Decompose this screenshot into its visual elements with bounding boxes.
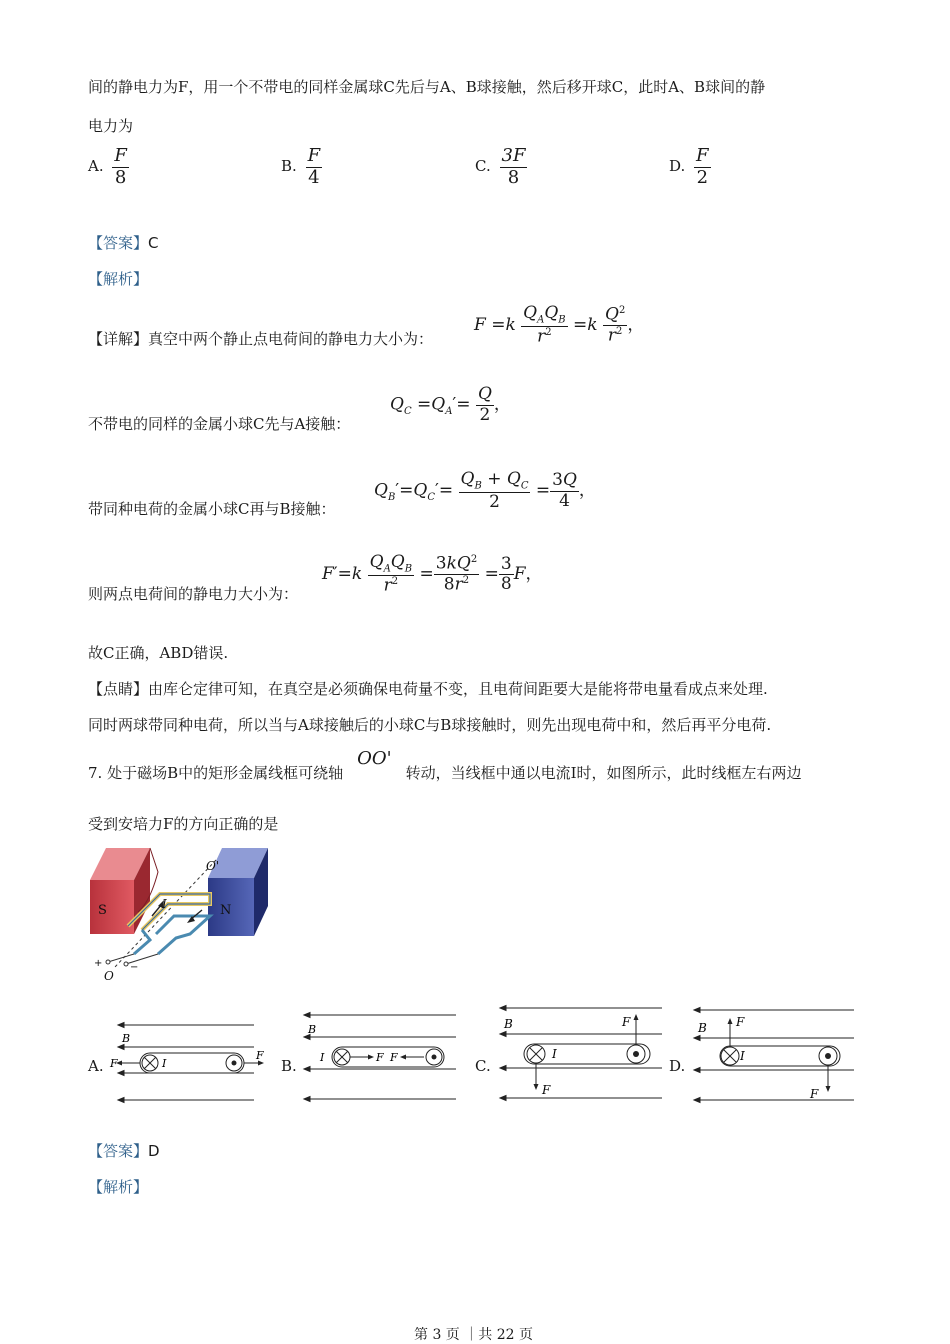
force-label-left: F (110, 1057, 118, 1070)
step1-formula: $Q_C =Q_A'=$ $\frac{Q}{2}$ ， (390, 384, 511, 425)
option-denominator: 4 (306, 167, 323, 189)
q7-stem-line2: 受到安培力F的方向正确的是 (88, 815, 279, 833)
o-prime-label: O' (206, 859, 220, 873)
page-footer: 第 3 页 ｜共 22 页 (414, 1327, 533, 1343)
q7-option-d-label: D. (669, 1057, 686, 1075)
q6-stem-line2: 电力为 (88, 117, 134, 135)
q6-step2: 带同种电荷的金属小球C再与B接触： (88, 500, 336, 518)
q7-analysis-tag: 【解析】 (88, 1178, 149, 1196)
q6-analysis-tag: 【解析】 (88, 270, 149, 288)
q6-answer (88, 232, 159, 253)
field-label: B (698, 1021, 707, 1035)
minus-label: − (130, 962, 139, 973)
force-label-up: F (736, 1015, 745, 1029)
q7-option-c-label: C. (475, 1057, 491, 1075)
q7-stem-line1 (88, 748, 802, 783)
option-denominator: 8 (500, 167, 528, 189)
current-label: I (320, 1051, 325, 1064)
q7-option-b-label: B. (281, 1057, 297, 1075)
q6-conclusion: 故C正确，ABD错误. (88, 644, 229, 662)
axis-label: OO' (357, 748, 392, 769)
option-numerator: F (696, 145, 709, 166)
magnet-figure (86, 842, 276, 984)
option-denominator: 8 (112, 167, 129, 189)
plus-label: + (94, 958, 103, 969)
option-label: A. (88, 157, 104, 176)
q7-diagram-d (690, 1002, 860, 1107)
comment-tag: 【点睛】 (88, 680, 149, 698)
option-numerator: F (114, 145, 127, 166)
q6-comment-line2: 同时两球带同种电荷，所以当与A球接触后的小球C与B球接触时，则先出现电荷中和，然后再平分电荷. (88, 716, 772, 734)
current-label: I (162, 1057, 167, 1070)
q7-diagram-b (298, 1005, 458, 1105)
q7-stem-a: 7. 处于磁场B中的矩形金属线框可绕轴 (88, 764, 344, 782)
answer-value: D (148, 1142, 160, 1160)
field-label: B (504, 1017, 513, 1031)
current-label: I (552, 1047, 557, 1061)
detail-text: 真空中两个静止点电荷间的静电力大小为： (148, 330, 434, 348)
force-label-up: F (622, 1015, 631, 1029)
force-label-left: F (376, 1051, 384, 1064)
step2-formula: $Q_B'=Q_C'=$ $\frac{Q_B + Q_C}{2}$ = $\frac{3Q}{4}$ ， (374, 469, 596, 512)
q6-comment-line1 (88, 678, 768, 699)
field-label: B (122, 1032, 131, 1045)
current-label: I (162, 897, 167, 911)
force-label-right: F (390, 1051, 398, 1064)
option-numerator: F (307, 145, 321, 166)
q6-option-a (88, 146, 129, 188)
q6-option-b (281, 146, 322, 188)
comment-text: 由库仑定律可知，在真空是必须确保电荷量不变，且电荷间距要大是能将带电量看成点来处理. (148, 680, 768, 698)
o-label: O (104, 969, 114, 983)
coulomb-formula: F =k $\frac{Q_AQ_B}{r^2}$ =k $\frac{Q^2}{r^2}$ ， (474, 303, 645, 347)
q6-step3: 则两点电荷间的静电力大小为： (88, 585, 299, 603)
force-label-down: F (810, 1087, 819, 1101)
current-label: I (740, 1049, 745, 1063)
q6-option-c (475, 146, 527, 188)
answer-value: C (148, 234, 159, 252)
field-label: B (308, 1023, 317, 1036)
option-numerator: 3F (501, 145, 526, 166)
force-label-right: F (256, 1049, 264, 1062)
option-denominator: 2 (694, 167, 711, 189)
option-label: D. (669, 157, 686, 176)
q7-option-a-label: A. (88, 1057, 104, 1075)
magnet-s-label: S (98, 903, 107, 918)
q6-step1: 不带电的同样的金属小球C先与A接触： (88, 415, 351, 433)
q7-stem-b: 转动，当线框中通以电流I时，如图所示，此时线框左右两边 (405, 764, 802, 782)
option-label: B. (281, 157, 297, 176)
q6-option-d (669, 146, 711, 188)
q6-detail (88, 328, 433, 349)
option-label: C. (475, 157, 491, 176)
answer-tag: 【答案】 (88, 234, 149, 252)
detail-tag: 【详解】 (88, 330, 149, 348)
q6-stem-line1: 间的静电力为F，用一个不带电的同样金属球C先后与A、B球接触，然后移开球C，此时A、B球间的静 (88, 78, 766, 96)
force-label-down: F (542, 1083, 551, 1097)
q7-diagram-c (496, 1000, 666, 1105)
q7-diagram-a (104, 1015, 264, 1110)
answer-tag: 【答案】 (88, 1142, 149, 1160)
step3-formula: F′=k $\frac{Q_AQ_B}{r^2}$ = $\frac{3kQ^2}{8r^2}$ = $\frac{3}{8}$ F， (322, 552, 543, 596)
q7-answer (88, 1140, 160, 1161)
magnet-n-label: N (220, 903, 232, 918)
